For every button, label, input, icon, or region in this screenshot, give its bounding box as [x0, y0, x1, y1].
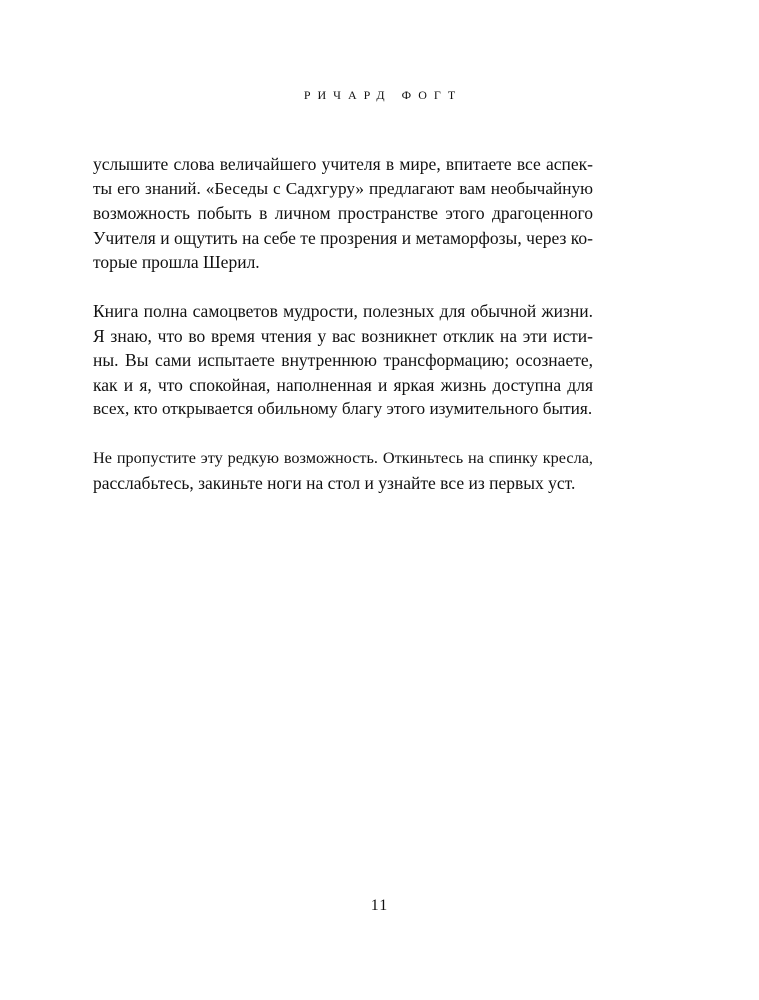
paragraph-2	[93, 299, 593, 422]
text-line: возможность побыть в личном пространстве этого драгоценного	[93, 203, 593, 223]
text-line: Не пропустите эту редкую возможность. Откиньтесь на спинку кресла,	[93, 449, 593, 467]
running-header: РИЧАРД ФОГТ	[303, 88, 463, 102]
paragraph-1	[93, 152, 593, 275]
page-number: 11	[370, 897, 389, 914]
text-line: Я знаю, что во время чтения у вас возникнет отклик на эти исти-	[93, 325, 593, 346]
text-line: расслабьтесь, закиньте ноги на стол и узнайте все из первых уст.	[93, 472, 576, 493]
text-line: ты его знаний. «Беседы с Садхгуру» предлагают вам необычайную	[93, 178, 593, 198]
text-line: как и я, что спокойная, наполненная и яркая жизнь доступна для	[93, 374, 593, 395]
body-text	[93, 152, 593, 520]
text-line: Учителя и ощутить на себе те прозрения и метаморфозы, через ко-	[93, 227, 593, 248]
text-line: услышите слова величайшего учителя в мире, впитаете все аспек-	[93, 154, 593, 174]
text-line: ны. Вы сами испытаете внутреннюю трансформацию; осознаете,	[93, 350, 593, 370]
text-line: Книга полна самоцветов мудрости, полезных для обычной жизни.	[93, 301, 593, 321]
paragraph-3	[93, 446, 593, 495]
text-line: торые прошла Шерил.	[93, 252, 260, 272]
text-line: всех, кто открывается обильному благу этого изумительного бытия.	[93, 399, 593, 418]
